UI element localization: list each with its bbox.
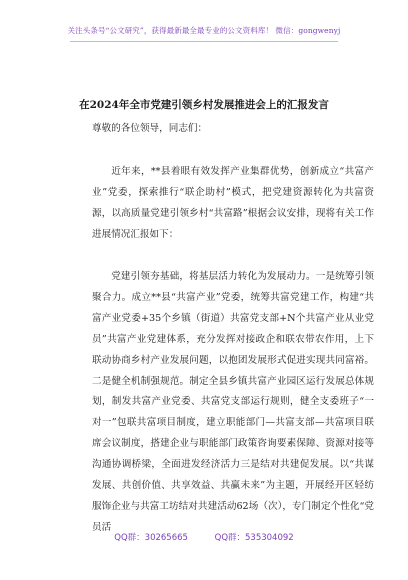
header-divider [70, 41, 338, 42]
footer-contact [0, 531, 408, 543]
footer-qq-group-1: QQ群：30265665 [114, 533, 188, 543]
body-paragraph-2: 党建引领夯基础，将基层活力转化为发展动力。一是统筹引领聚合力。成立**县“共富产业”党委，统筹共富党建工作，构建“共富产业党委+35个乡镇（街道）共富党支部+N个共富产业从业党员”共富产业党建体系，充分发挥对接政企和联农带农作用，上下联动协商乡村产业发展问题，以抱团发展形式促进实现共同富裕。二是健全机制强规范。制定全县乡镇共富产业园区运行发展总体规划，制发共富产业党委、共富党支部运行规则，健全支委班子“一对一”包联共富项目制度，建立职能部门—共富支部—共富项目联席会议制度，搭建企业与职能部门政策咨询要素保障、资源对接等沟通协调桥梁，全面进发经济活力三是结对共建促发展。以“共谋发展、共创价值、共享效益、共赢未来”为主题，开展经开区轻纺服饰企业与共富工坊结对共建活动62场（次），专门制定个性化“党员活 [92, 271, 374, 533]
document-title: 在2024年全市党建引领乡村发展推进会上的汇报发言 [79, 99, 329, 111]
footer-qq-group-2: QQ群：535304092 [214, 533, 294, 543]
header-banner: 关注头条号“公文研究”，获得最新最全最专业的公文资料库！ 微信：gongwenyj [67, 26, 341, 35]
body-paragraph-1: 近年来，**县着眼有效发挥产业集群优势，创新成立“共富产业”党委，探索推行“联企助村”模式，把党建资源转化为共富资源，以高质量党建引领乡村“共富路”根据会议安排，现将有关工作进展情况汇报如下： [92, 166, 374, 240]
salutation: 尊敬的各位领导，同志们： [92, 123, 208, 134]
